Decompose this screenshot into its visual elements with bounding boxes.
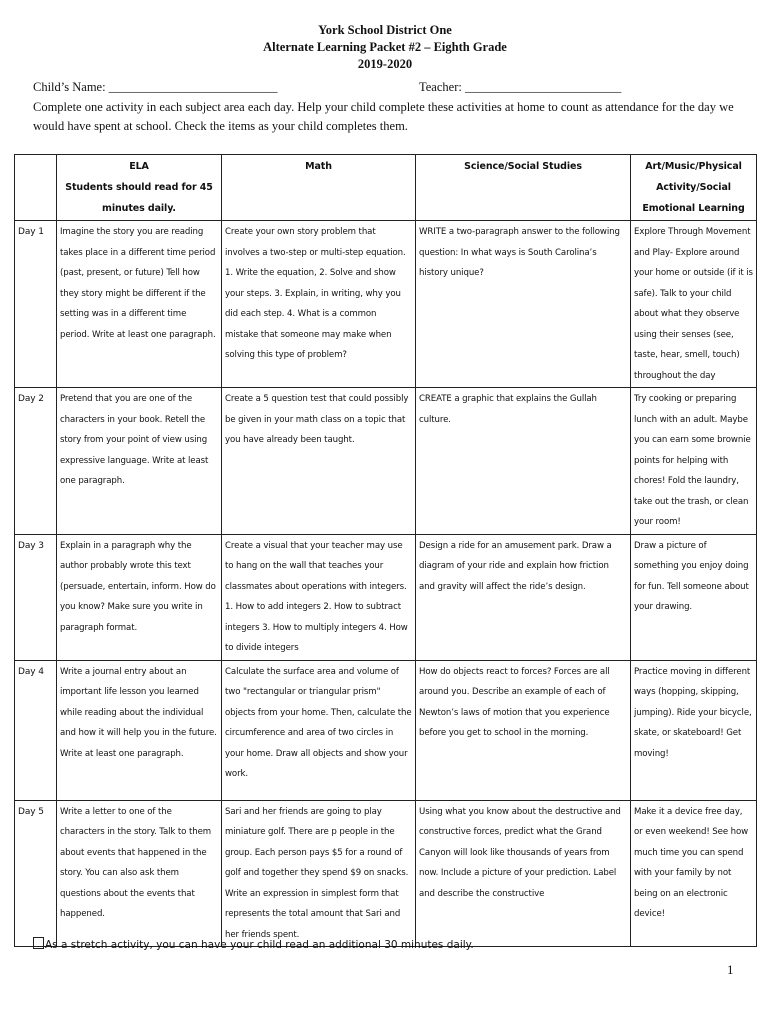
day-cell: Day 1 [15,221,57,388]
math-cell: Calculate the surface area and volume of two "rectangular or triangular prism" objects from your home. Then, calculate the circumference and area of two circles in your home. Draw all objects and show your work. [222,660,416,800]
teacher-field[interactable]: Teacher: _________________________ [419,80,622,94]
art-cell: Explore Through Movement and Play- Explore around your home or outside (if it is safe). Talk to your child about what they observe using their senses (see, taste, hear, smell, touch) throughout the day [631,221,757,388]
packet-title: Alternate Learning Packet #2 – Eighth Grade [263,40,507,54]
table-row [15,800,757,947]
header-day [15,155,57,221]
art-cell: Make it a device free day, or even weekend! See how much time you can spend with your family by not being on an electronic device! [631,800,757,947]
ela-cell: Pretend that you are one of the characters in your book. Retell the story from your point of view using expressive language. Write at least one paragraph. [57,388,222,535]
science-cell: WRITE a two-paragraph answer to the following question: In what ways is South Carolina’s history unique? [416,221,631,388]
table-header-row [15,155,757,221]
math-cell: Create a visual that your teacher may use to hang on the wall that teaches your classmates about operations with integers. 1. How to add integers 2. How to subtract integers 3. How to multiply integers 4. How to divide integers [222,534,416,660]
ela-cell: Imagine the story you are reading takes place in a different time period (past, present, or future) Tell how they story might be different if the setting was in a different time period. Write at least one paragraph. [57,221,222,388]
science-cell: How do objects react to forces? Forces are all around you. Describe an example of each of Newton’s laws of motion that you experience before you get to school in the morning. [416,660,631,800]
ela-cell: Write a journal entry about an important life lesson you learned while reading about the individual and how it will help you in the future. Write at least one paragraph. [57,660,222,800]
art-cell: Draw a picture of something you enjoy doing for fun. Tell someone about your drawing. [631,534,757,660]
school-year: 2019-2020 [357,57,413,71]
art-cell: Try cooking or preparing lunch with an adult. Maybe you can earn some brownie points for helping with chores! Fold the laundry, take out the trash, or clean your room! [631,388,757,535]
art-cell: Practice moving in different ways (hopping, skipping, jumping). Ride your bicycle, skate, or skateboard! Get moving! [631,660,757,800]
math-cell: Create a 5 question test that could possibly be given in your math class on a topic that you have already been taught. [222,388,416,535]
page-number: 1 [727,962,734,977]
activity-table [14,154,757,947]
math-cell: Sari and her friends are going to play miniature golf. There are p people in the group. Each person pays $5 for a round of golf and together they spend $9 on snacks. Write an expression in simplest form that represents the total amount that Sari and her friends spent. [222,800,416,947]
header-science: Science/Social Studies [416,155,631,221]
table-row [15,660,757,800]
table-row [15,388,757,535]
table-row [15,534,757,660]
day-cell: Day 5 [15,800,57,947]
document-header [0,22,770,73]
table-row [15,221,757,388]
name-line [33,80,753,95]
science-cell: Using what you know about the destructive and constructive forces, predict what the Grand Canyon will look like thousands of years from now. Include a picture of your prediction. Label and describe the constructive [416,800,631,947]
ela-cell: Write a letter to one of the characters in the story. Talk to them about events that happened in the story. You can also ask them questions about the events that happened. [57,800,222,947]
day-cell: Day 4 [15,660,57,800]
instructions: Complete one activity in each subject area each day. Help your child complete these activities at home to count as attendance for the day we would have spent at school. Check the items as your child completes them. [33,100,734,133]
ela-cell: Explain in a paragraph why the author probably wrote this text (persuade, entertain, inform. How do you know? Make sure you write in paragraph format. [57,534,222,660]
day-cell: Day 2 [15,388,57,535]
math-cell: Create your own story problem that involves a two-step or multi-step equation. 1. Write the equation, 2. Solve and show your steps. 3. Explain, in writing, why you did each step. 4. What is a common mistake that someone may make when solving this type of problem? [222,221,416,388]
child-name-field[interactable]: Child’s Name: ___________________________ [33,80,278,94]
district-name: York School District One [318,23,452,37]
header-math: Math [222,155,416,221]
science-cell: CREATE a graphic that explains the Gullah culture. [416,388,631,535]
checkbox[interactable] [33,937,44,949]
stretch-text: As a stretch activity, you can have your child read an additional 30 minutes daily. [45,939,474,951]
stretch-activity [33,937,474,951]
header-ela: ELA Students should read for 45 minutes daily. [57,155,222,221]
header-art: Art/Music/Physical Activity/Social Emotional Learning [631,155,757,221]
science-cell: Design a ride for an amusement park. Draw a diagram of your ride and explain how friction and gravity will affect the ride’s design. [416,534,631,660]
day-cell: Day 3 [15,534,57,660]
